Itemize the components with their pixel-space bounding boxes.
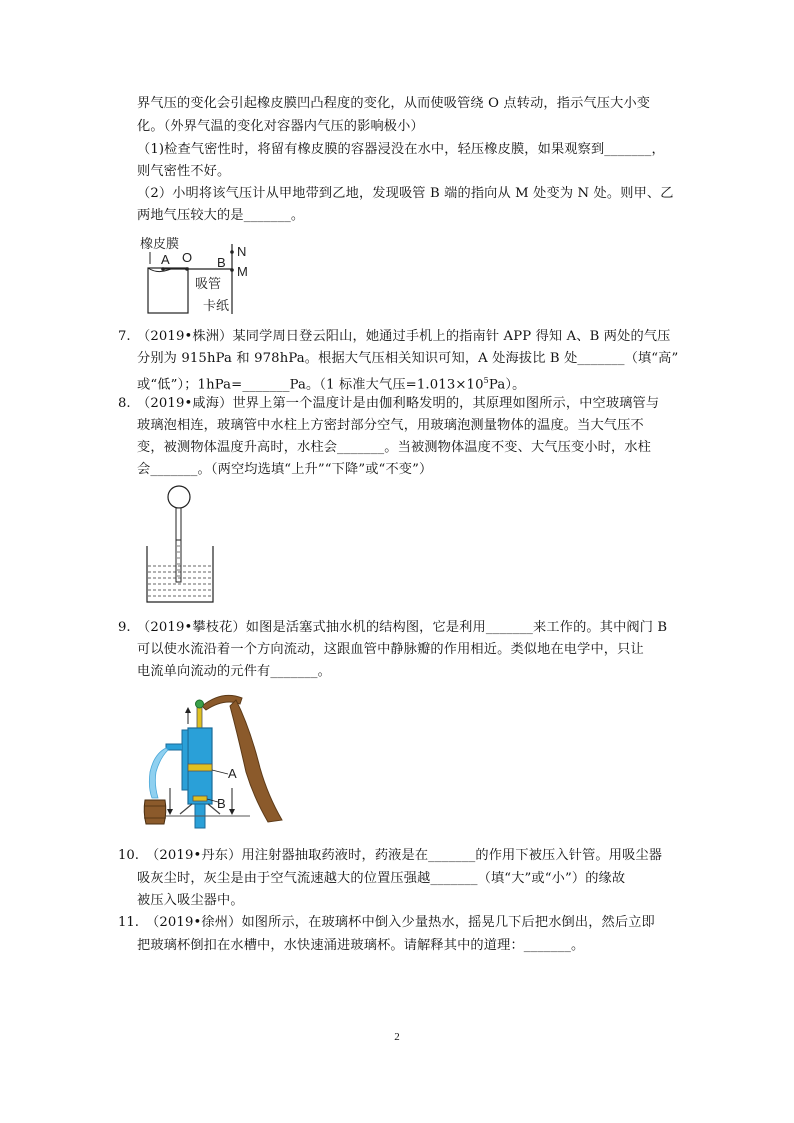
q10-number: 10.: [118, 848, 139, 863]
q9-number: 9.: [118, 620, 131, 635]
label-o: O: [182, 250, 193, 265]
q11-number: 11.: [118, 915, 139, 930]
q10-line-1: （2019•丹东）用注射器抽取药液时，药液是在_______的作用下被压入针管。用吸尘器: [146, 848, 663, 863]
pump-lever: [230, 700, 282, 822]
q11-line-1: （2019•徐州）如图所示，在玻璃杯中倒入少量热水，摇晃几下后把水倒出，然后立即: [146, 915, 655, 930]
q7-number: 7.: [118, 329, 131, 344]
q8-line-3: 变，被测物体温度升高时，水柱会_______。当被测物体温度不变、大气压变小时，水柱: [137, 440, 652, 455]
q7-line-3-text: 或“低”）；1hPa=_______Pa。（1 标准大气压=1.013×10: [137, 377, 484, 393]
up-arrow-head: [185, 707, 191, 713]
q10-line-2: 吸灰尘时，灰尘是由于空气流速越大的位置压强越_______（填“大”或“小”）的缘故: [137, 871, 626, 886]
label-m: M: [237, 264, 248, 279]
label-n: N: [237, 244, 247, 259]
q9-line-1: （2019•攀枝花）如图是活塞式抽水机的结构图，它是利用_______来工作的。其中阀门 B: [137, 620, 668, 635]
point-o: [185, 267, 189, 271]
barometer-figure: [135, 232, 265, 317]
container: [148, 268, 188, 313]
label-card: 卡纸: [203, 298, 230, 313]
q6-line-4: 则气密性不好。: [137, 164, 231, 179]
label-b: B: [217, 255, 226, 270]
water-barrel: [144, 800, 166, 824]
point-m: [230, 268, 234, 272]
pointer-a: [212, 770, 228, 774]
water-stream: [149, 748, 168, 798]
q11-line-2: 把玻璃杯倒扣在水槽中，水快速涌进玻璃杯。请解释其中的道理：_______。: [137, 938, 585, 953]
q6-line-1: 界气压的变化会引起橡皮膜凹凸程度的变化，从而使吸管绕 O 点转动，指示气压大小变: [137, 96, 651, 111]
point-a: [161, 267, 165, 271]
q7-line-1: （2019•株洲）某同学周日登云阳山，她通过手机上的指南针 APP 得知 A、B 两处的气压: [137, 329, 671, 344]
thermometer-figure: [143, 482, 218, 607]
q8-line-2: 玻璃泡相连，玻璃管中水柱上方密封部分空气，用玻璃泡测量物体的温度。当大气压不: [137, 418, 644, 433]
label-straw: 吸管: [195, 276, 222, 291]
q7-exponent: 5: [483, 376, 489, 385]
piston-pump-figure: [140, 688, 290, 830]
piston-valve-a: [188, 764, 212, 771]
label-valve-b: B: [217, 796, 226, 811]
glass-bulb: [168, 486, 190, 508]
glass-tube: [176, 508, 181, 582]
label-membrane: 橡皮膜: [140, 236, 180, 251]
down-arrow-left-head: [167, 809, 173, 815]
q8-number: 8.: [118, 396, 131, 411]
rod-pivot: [196, 700, 204, 708]
q9-line-3: 电流单向流动的元件有_______。: [137, 664, 331, 679]
q8-line-4: 会_______。（两空均选填“上升”“下降”或“不变”）: [137, 462, 433, 477]
q9-line-2: 可以使水流沿着一个方向流动，这跟血管中静脉瓣的作用相近。类似地在电学中，只让: [137, 642, 644, 657]
point-n: [230, 250, 234, 254]
label-a: A: [161, 252, 170, 267]
label-valve-a: A: [228, 766, 237, 781]
q6-line-3: （1)检查气密性时，将留有橡皮膜的容器浸没在水中，轻压橡皮膜，如果观察到_______，: [137, 142, 665, 157]
pump-spout: [166, 744, 182, 750]
page-number: 2: [394, 1031, 400, 1043]
q7-line-2: 分别为 915hPa 和 978hPa。根据大气压相关知识可知，A 处海拔比 B 处_______（填“高”: [137, 351, 679, 366]
pump-wall: [182, 730, 188, 790]
q7-line-3-end: Pa）。: [488, 377, 526, 393]
q6-line-2: 化。（外界气温的变化对容器内气压的影响极小）: [137, 119, 424, 134]
q8-line-1: （2019•咸海）世界上第一个温度计是由伽利略发明的，其原理如图所示，中空玻璃管与: [137, 396, 660, 411]
down-arrow-right-head: [229, 809, 235, 815]
q10-line-3: 被压入吸尘器中。: [137, 893, 244, 908]
q6-line-6: 两地气压较大的是_______。: [137, 208, 305, 223]
q6-line-5: （2）小明将该气压计从甲地带到乙地，发现吸管 B 端的指向从 M 处变为 N 处。则甲、乙: [137, 186, 674, 201]
valve-b: [193, 796, 207, 801]
